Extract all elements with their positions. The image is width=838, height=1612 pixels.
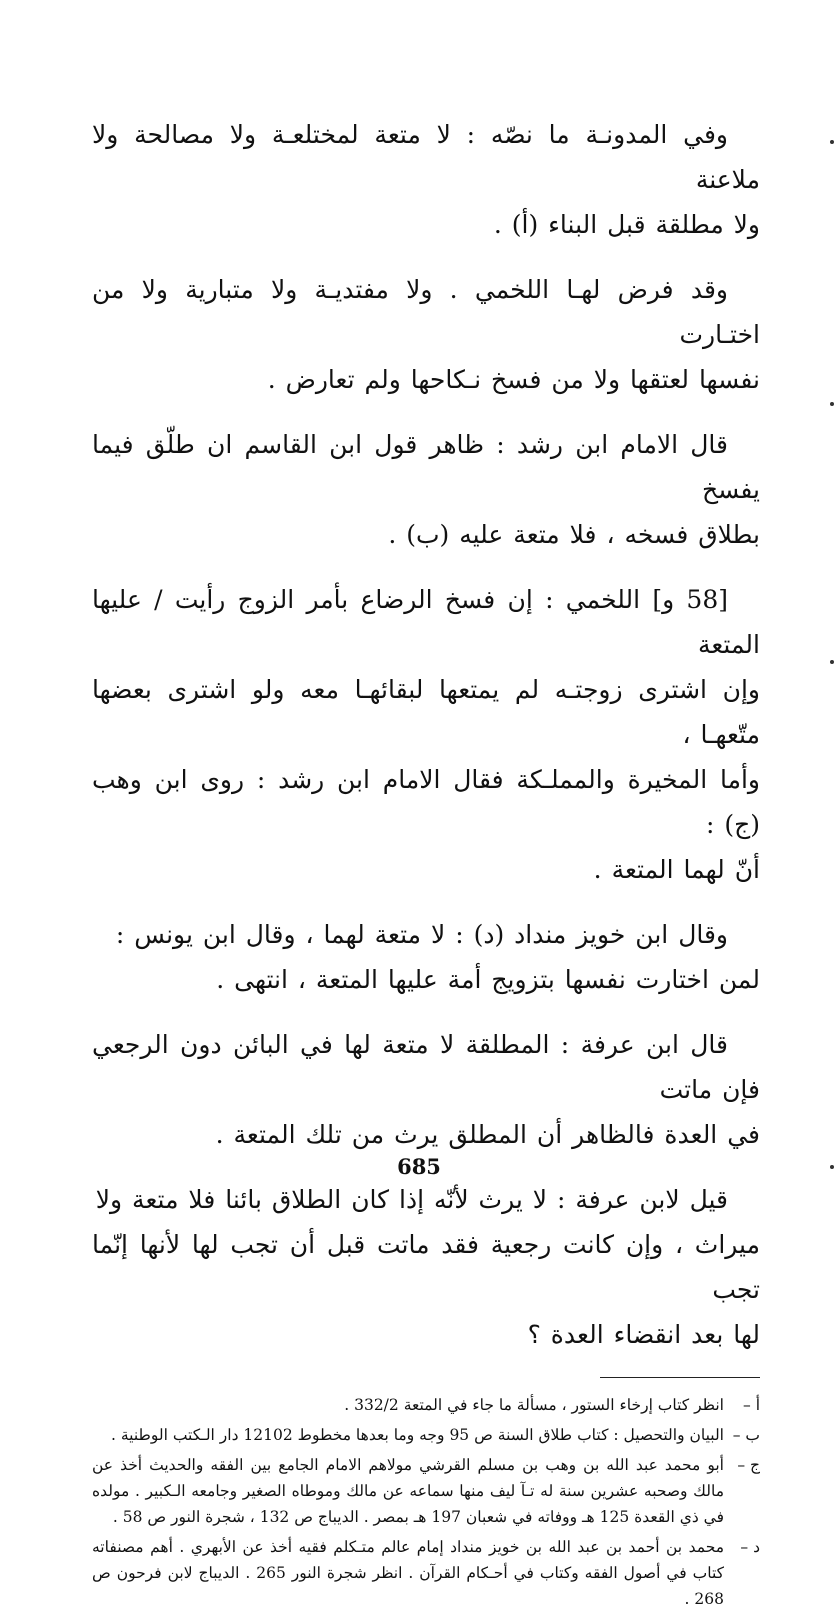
footnotes — [92, 1392, 760, 1612]
margin-dot — [830, 1165, 834, 1169]
text-line: بطلاق فسخه ، فلا متعة عليه (ب) . — [388, 520, 760, 549]
text-line: ميراث ، وإن كانت رجعية فقد ماتت قبل أن تجب لها لأنها إنّما تجب — [92, 1230, 760, 1304]
footnote-separator — [600, 1377, 760, 1378]
text-line: قيل لابن عرفة : لا يرث لأنّه إذا كان الطلاق بائنا فلا متعة ولا — [95, 1185, 728, 1214]
footnote-text: البيان والتحصيل : كتاب طلاق السنة ص 95 وجه وما بعدها مخطوط 12102 دار الـكتب الوطنية . — [111, 1426, 724, 1444]
text-line: أنّ لهما المتعة . — [593, 855, 760, 884]
paragraph — [92, 422, 760, 557]
paragraph — [92, 912, 760, 1002]
text-line: قال الامام ابن رشد : ظاهر قول ابن القاسم ان طلّق فيما يفسخ — [92, 430, 760, 504]
footnote — [92, 1452, 760, 1530]
page-number: 685 — [397, 1154, 441, 1179]
paragraph — [92, 267, 760, 402]
text-line: وفي المدونـة ما نصّه : لا متعة لمختلعـة ولا مصالحة ولا ملاعنة — [92, 120, 760, 194]
footnote-marker: ب – — [732, 1426, 760, 1444]
text-line: وأما المخيرة والمملـكة فقال الامام ابن رشد : روى ابن وهب (ج) : — [92, 765, 760, 839]
text-line: وقد فرض لهـا اللخمي . ولا مفتديـة ولا متبارية ولا من اختـارت — [92, 275, 760, 349]
footnote-text: أبو محمد عبد الله بن وهب بن مسلم القرشي مولاهم الامام الجامع بين الفقه والحديث أخذ عن مالك وصحبه عشرين سنة له تـآ ليف منها سماعه عن مالك وموطاه الصغير وجامعه الـكبير . مولده في ذي القعدة 125 هـ ووفاته في شعبان 197 هـ بمصر . الديباج ص 132 ، شجرة النور ص 58 . — [92, 1456, 724, 1526]
paragraph — [92, 112, 760, 247]
margin-dot — [830, 140, 834, 144]
text-line: قال ابن عرفة : المطلقة لا متعة لها في البائن دون الرجعي فإن ماتت — [92, 1030, 760, 1104]
text-line: نفسها لعتقها ولا من فسخ نـكاحها ولم تعارض . — [267, 365, 760, 394]
footnote-text: محمد بن أحمد بن عبد الله بن خويز منداد إمام عالم متـكلم فقيه أخذ عن الأبهري . أهم مصنفاته كتاب في أصول الفقه وكتاب في أحـكام القرآن . انظر شجرة النور 265 . الديباج لابن فرحون ص 268 . — [92, 1538, 724, 1608]
footnote-text: انظر كتاب إرخاء الستور ، مسألة ما جاء في المتعة 332/2 . — [344, 1396, 724, 1414]
text-line: ولا مطلقة قبل البناء (أ) . — [493, 210, 760, 239]
footnote — [92, 1534, 760, 1612]
footnote — [92, 1422, 760, 1448]
footnote-marker: أ – — [743, 1396, 760, 1414]
text-line: وقال ابن خويز منداد (د) : لا متعة لهما ، وقال ابن يونس : — [115, 920, 728, 949]
text-line: في العدة فالظاهر أن المطلق يرث من تلك المتعة . — [215, 1120, 760, 1149]
document-page — [92, 112, 760, 1608]
text-line: [58 و] اللخمي : إن فسخ الرضاع بأمر الزوج رأيت / عليها المتعة — [92, 585, 760, 659]
margin-dot — [830, 660, 834, 664]
text-line: وإن اشترى زوجتـه لم يمتعها لبقائهـا معه ولو اشترى بعضها متّعهـا ، — [92, 675, 760, 749]
footnote-marker: د – — [740, 1538, 760, 1556]
footnote-marker: ج – — [737, 1456, 760, 1474]
text-line: لمن اختارت نفسها بتزويج أمة عليها المتعة ، انتهى . — [216, 965, 760, 994]
footnote — [92, 1392, 760, 1418]
margin-dot — [830, 402, 834, 406]
paragraph — [92, 1177, 760, 1357]
text-line: لها بعد انقضاء العدة ؟ — [527, 1320, 760, 1349]
paragraph — [92, 1022, 760, 1157]
paragraph — [92, 577, 760, 892]
